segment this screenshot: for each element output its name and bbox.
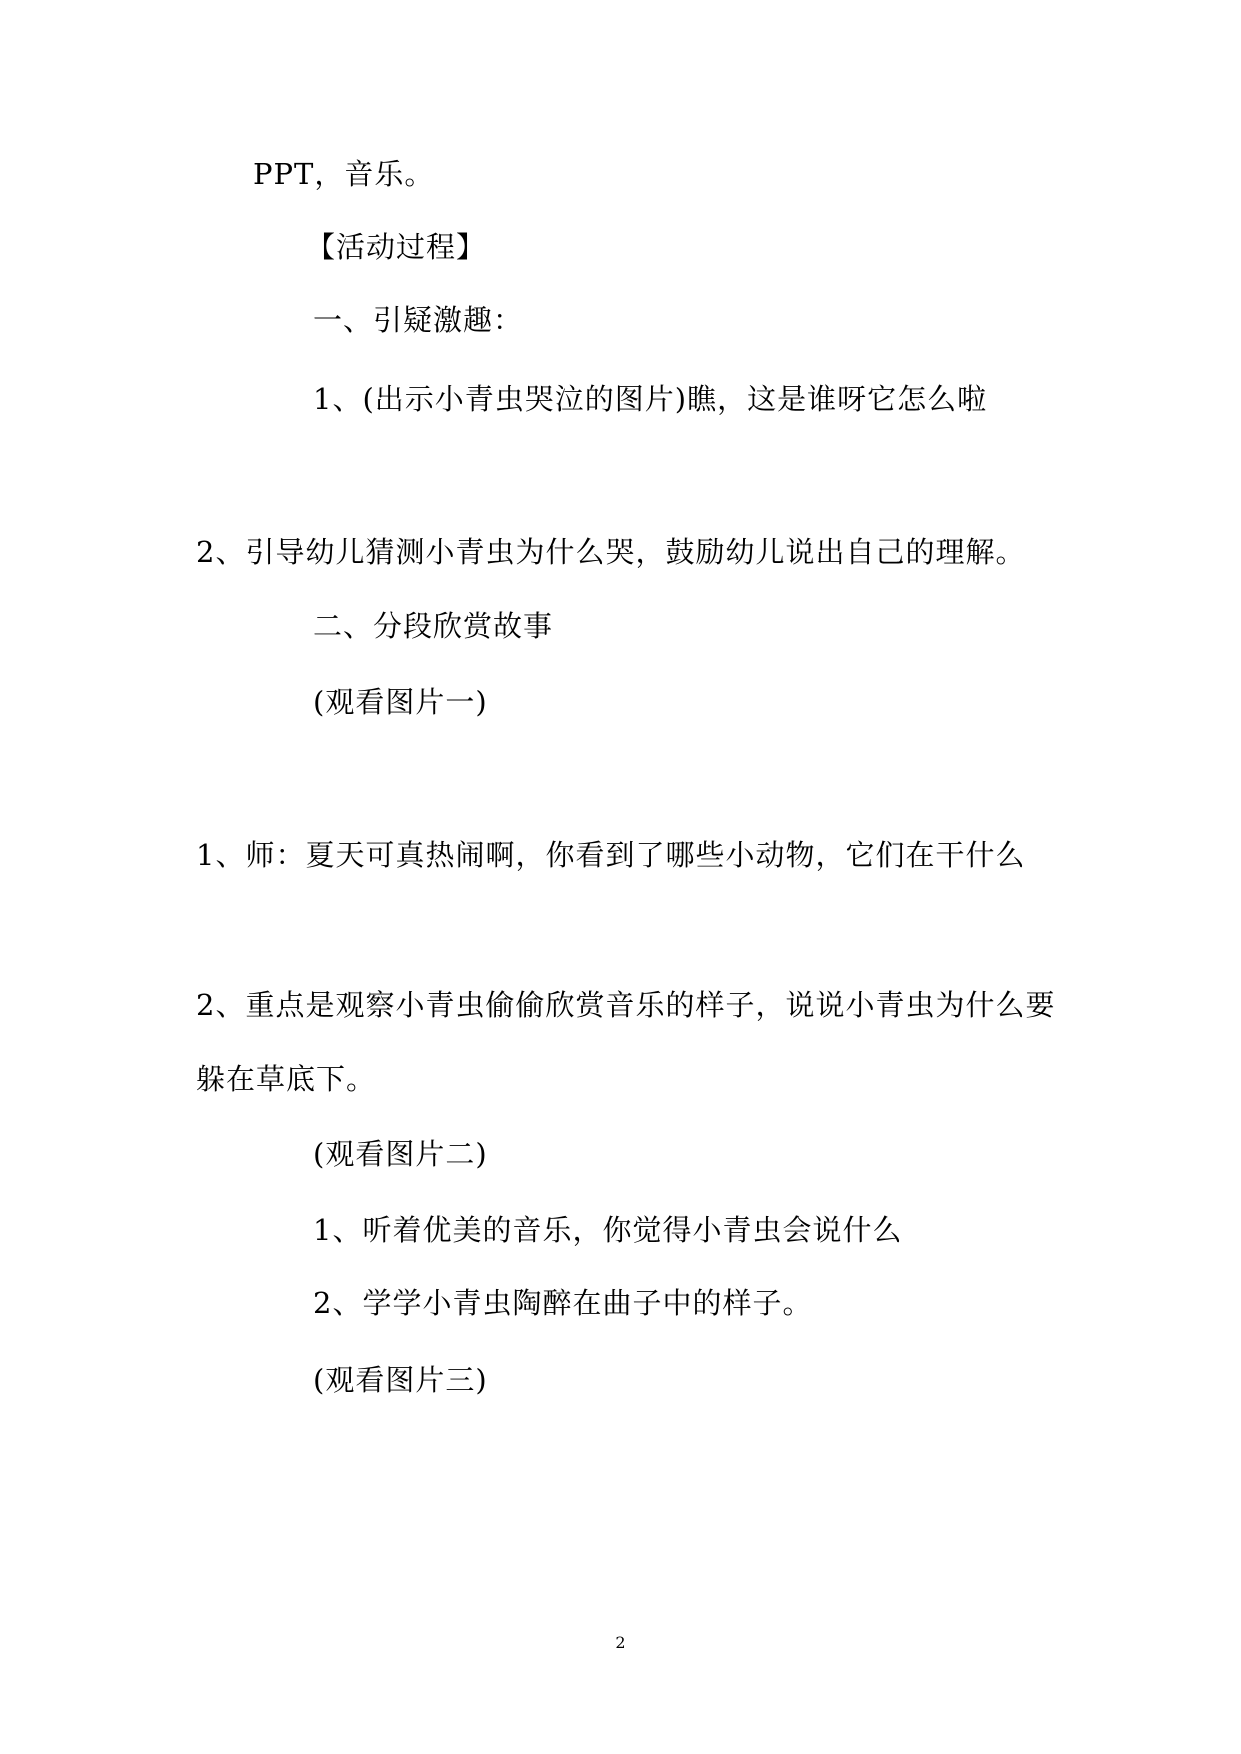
text-line-picture-label: (观看图片一) [313,685,488,719]
text-line-item: 1、师：夏天可真热闹啊，你看到了哪些小动物，它们在干什么 [196,838,1026,872]
text-line-item: 1、听着优美的音乐，你觉得小青虫会说什么 [313,1213,903,1247]
subheading-part-two: 二、分段欣赏故事 [313,609,554,643]
text-line-materials: PPT，音乐。 [253,157,435,191]
section-heading-activity-process: 【活动过程】 [306,230,487,264]
subheading-part-one: 一、引疑激趣： [313,303,524,337]
text-line-continuation: 躲在草底下。 [196,1062,377,1096]
text-line-item: 1、(出示小青虫哭泣的图片)瞧，这是谁呀它怎么啦 [313,382,988,416]
text-line-picture-label: (观看图片三) [313,1363,488,1397]
text-line-item: 2、引导幼儿猜测小青虫为什么哭，鼓励幼儿说出自己的理解。 [196,535,1026,569]
page-number: 2 [615,1633,626,1652]
text-line-item: 2、重点是观察小青虫偷偷欣赏音乐的样子，说说小青虫为什么要 [196,988,1056,1022]
text-line-item: 2、学学小青虫陶醉在曲子中的样子。 [313,1286,813,1320]
text-line-picture-label: (观看图片二) [313,1137,488,1171]
